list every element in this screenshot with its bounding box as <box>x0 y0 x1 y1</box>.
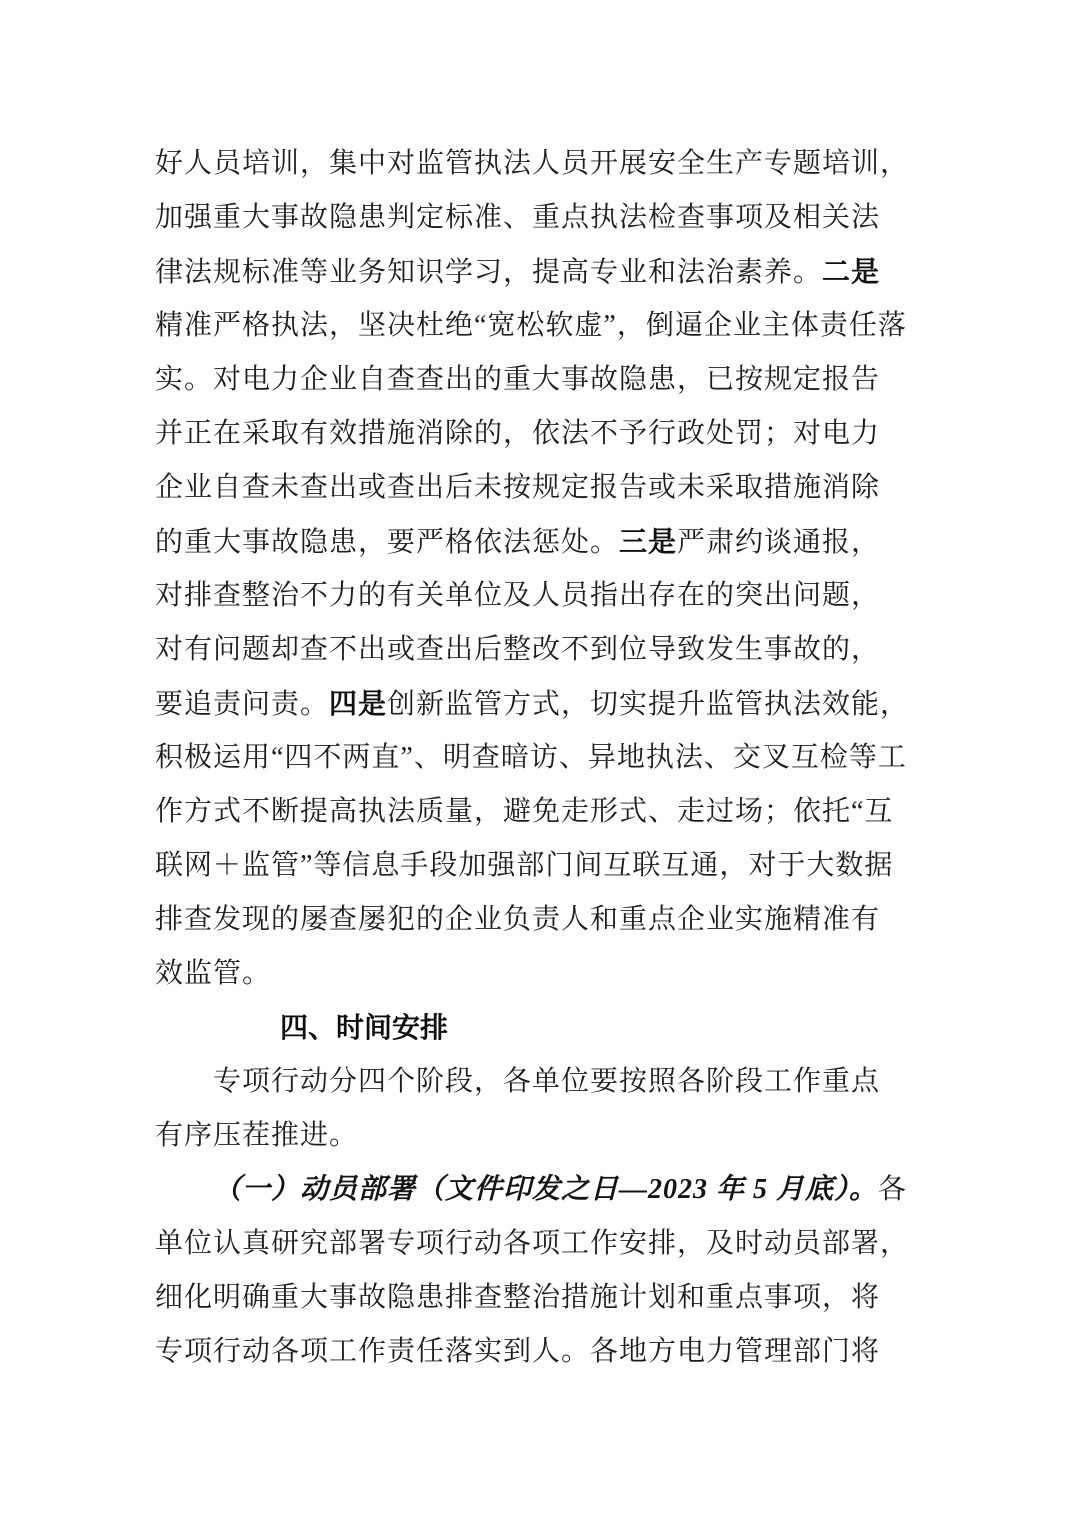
body-text: 专项行动分四个阶段，各单位要按照各阶段工作重点 <box>213 1066 881 1097</box>
body-line <box>155 839 925 893</box>
body-line <box>155 353 925 407</box>
body-line <box>155 947 925 1001</box>
body-text: 要追责问责。 <box>155 689 330 720</box>
body-line <box>155 569 925 623</box>
section-heading-text: 四、时间安排 <box>280 1012 449 1043</box>
body-text: 作方式不断提高执法质量，避免走形式、走过场；依托“互 <box>155 796 894 827</box>
body-line <box>155 461 925 515</box>
body-text: 排查发现的屡查屡犯的企业负责人和重点企业实施精准有 <box>155 904 881 935</box>
body-text: 好人员培训，集中对监管执法人员开展安全生产专题培训， <box>155 148 910 179</box>
body-line <box>155 245 925 299</box>
body-line <box>155 1109 925 1163</box>
body-line <box>155 407 925 461</box>
document-lines <box>155 137 925 1379</box>
body-text: 各 <box>878 1174 908 1205</box>
body-text: 专项行动各项工作责任落实到人。各地方电力管理部门将 <box>155 1336 881 1367</box>
body-line <box>155 1271 925 1325</box>
body-text: 并正在采取有效措施消除的，依法不予行政处罚；对电力 <box>155 418 881 449</box>
body-text: 实。对电力企业自查查出的重大事故隐患，已按规定报告 <box>155 364 881 395</box>
body-text: 联网＋监管”等信息手段加强部门间互联互通，对于大数据 <box>155 850 894 881</box>
bold-emphasis-text: 三是 <box>619 526 678 557</box>
subsection-title-text: （一）动员部署（文件印发之日—2023 年 5 月底）。 <box>213 1174 879 1205</box>
body-line <box>155 515 925 569</box>
body-text: 单位认真研究部署专项行动各项工作安排，及时动员部署， <box>155 1228 910 1259</box>
body-text: 有序压茬推进。 <box>155 1120 359 1151</box>
body-text: 细化明确重大事故隐患排查整治措施计划和重点事项，将 <box>155 1282 881 1313</box>
body-text: 精准严格执法，坚决杜绝“宽松软虚”，倒逼企业主体责任落 <box>155 310 907 341</box>
body-line <box>155 1055 925 1109</box>
body-line <box>155 623 925 677</box>
body-text: 积极运用“四不两直”、明查暗访、异地执法、交叉互检等工 <box>155 742 907 773</box>
body-text: 律法规标准等业务知识学习，提高专业和法治素养。 <box>155 257 823 288</box>
body-text: 创新监管方式，切实提升监管执法效能， <box>387 689 910 720</box>
body-text: 对有问题却查不出或查出后整改不到位导致发生事故的， <box>155 634 881 665</box>
section-heading <box>155 1001 925 1055</box>
body-text: 加强重大事故隐患判定标准、重点执法检查事项及相关法 <box>155 202 881 233</box>
body-line <box>155 1163 925 1217</box>
body-text: 企业自查未查出或查出后未按规定报告或未采取措施消除 <box>155 472 881 503</box>
body-line <box>155 731 925 785</box>
body-line <box>155 1217 925 1271</box>
body-text: 的重大事故隐患，要严格依法惩处。 <box>155 527 620 558</box>
body-line <box>155 1325 925 1379</box>
body-line <box>155 785 925 839</box>
body-line <box>155 677 925 731</box>
body-line <box>155 893 925 947</box>
bold-emphasis-text: 四是 <box>329 688 388 719</box>
body-text: 对排查整治不力的有关单位及人员指出存在的突出问题， <box>155 580 881 611</box>
body-line <box>155 137 925 191</box>
body-text: 严肃约谈通报， <box>677 527 881 558</box>
body-text: 效监管。 <box>155 958 272 989</box>
body-line <box>155 299 925 353</box>
body-line <box>155 191 925 245</box>
bold-emphasis-text: 二是 <box>822 256 881 287</box>
